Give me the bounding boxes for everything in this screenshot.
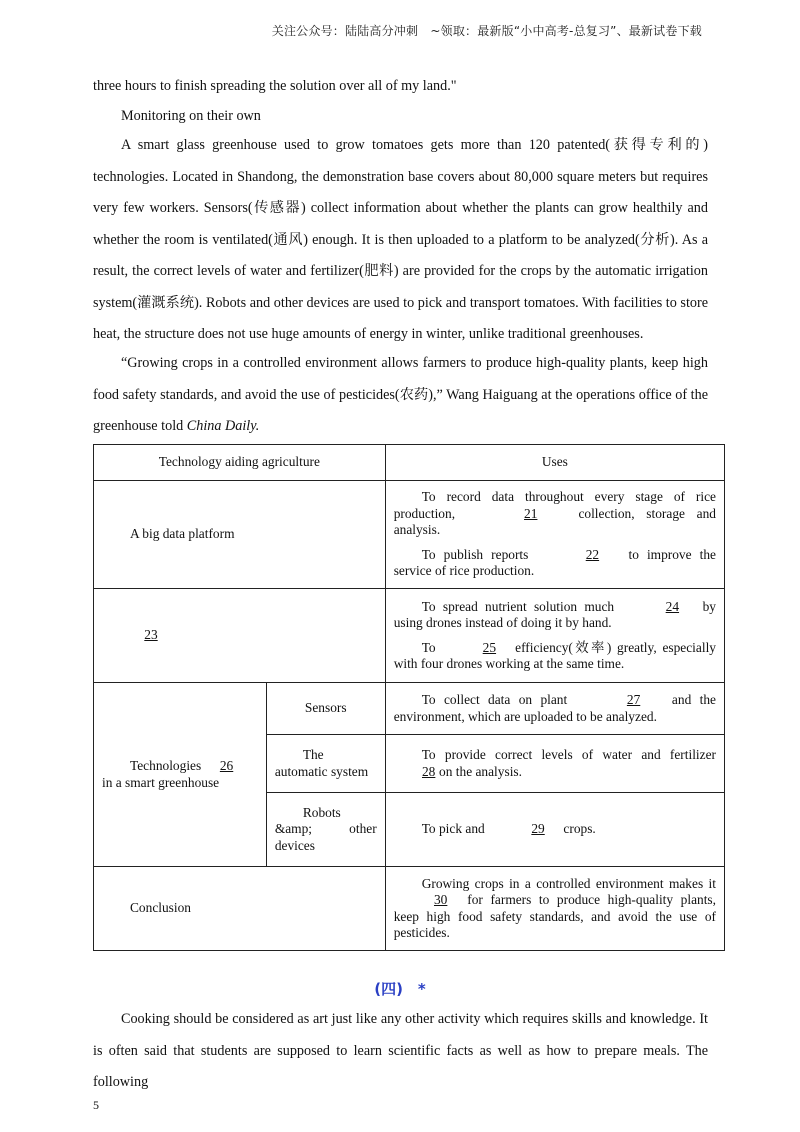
blank-26[interactable]: 26: [219, 758, 234, 773]
page-number: 5: [93, 1098, 99, 1112]
sub-robots-use: To pick and 29 crops.: [385, 793, 724, 867]
summary-table: [93, 444, 725, 951]
section-title: (四) *: [374, 980, 426, 998]
paragraph-quote: [93, 348, 708, 443]
subheading: Monitoring on their own: [121, 108, 261, 124]
row-conclusion-label: Conclusion: [94, 867, 386, 951]
header-uses: Uses: [385, 445, 724, 481]
sub-sensors-use: To collect data on plant 27 and the environment, which are uploaded to be analyzed.: [385, 683, 724, 735]
sub-automatic-label: The automatic system: [266, 735, 385, 793]
sub-sensors-label: Sensors: [266, 683, 385, 735]
blank-21[interactable]: 21: [524, 505, 538, 521]
row-big-data-uses: To record data throughout every stage of rice production, 21 collection, storage and analysis. To publish reports 22 to improve the service of rice production.: [385, 481, 724, 589]
sub-robots-label: Robots &amp; other devices: [266, 793, 385, 867]
row-drone-label: [94, 589, 386, 683]
header-technology: Technology aiding agriculture: [94, 445, 386, 481]
paragraph-cooking: Cooking should be considered as art just like any other activity which requires skills and knowledge. It is often said that students are supposed to learn scientific facts as well as how to prepare meals. The following: [93, 1011, 708, 1090]
newspaper-name: China Daily.: [186, 418, 260, 434]
blank-28[interactable]: 28: [421, 763, 436, 779]
blank-30[interactable]: 30: [433, 892, 448, 907]
row-conclusion-use: Growing crops in a controlled environment makes it 30 for farmers to produce high-quality plants, keep high food safety standards, and avoid the use of pesticides.: [385, 867, 724, 951]
paragraph-greenhouse: A smart glass greenhouse used to grow tomatoes gets more than 120 patented(获得专利的) technologies. Located in Shandong, the demonstration base covers about 80,000 square meters but requires very few workers. Sensors(传感器) collect information about whether the plants can grow healthily and whether the room is ventilated(通风) enough. It is then uploaded to a platform to be analyzed(分析). As a result, the correct levels of water and fertilizer(肥料) are provided for the crops by the automatic irrigation system(灌溉系统). Robots and other devices are used to pick and transport tomatoes. With facilities to store heat, the structure does not use huge amounts of energy in winter, unlike traditional greenhouses.: [93, 137, 708, 342]
page-header: 关注公众号：陆陆高分冲刺 ~领取：最新版“小中高考-总复习”、最新试卷下载: [271, 24, 702, 38]
blank-29[interactable]: 29: [531, 821, 545, 837]
row-greenhouse-label: Technologies 26 in a smart greenhouse: [94, 683, 267, 867]
blank-23[interactable]: 23: [144, 627, 158, 643]
row-drone-uses: To spread nutrient solution much 24 by using drones instead of doing it by hand. To 25 efficiency(效率) greatly, especially with four drones working at the same time.: [385, 589, 724, 683]
blank-24[interactable]: 24: [665, 598, 680, 614]
sub-automatic-use: To provide correct levels of water and fertilizer 28 on the analysis.: [385, 735, 724, 793]
blank-27[interactable]: 27: [626, 692, 641, 707]
blank-25[interactable]: 25: [482, 639, 497, 655]
quote-text: “Growing crops in a controlled environment allows farmers to produce high-quality plants, keep high food safety standards, and avoid the use of pesticides(农药),” Wang Haiguang at the operations office of the greenhouse told: [93, 355, 708, 434]
row-big-data-label: A big data platform: [94, 481, 386, 589]
paragraph-quote-end: three hours to finish spreading the solution over all of my land.": [93, 78, 457, 94]
blank-22[interactable]: 22: [585, 546, 600, 562]
